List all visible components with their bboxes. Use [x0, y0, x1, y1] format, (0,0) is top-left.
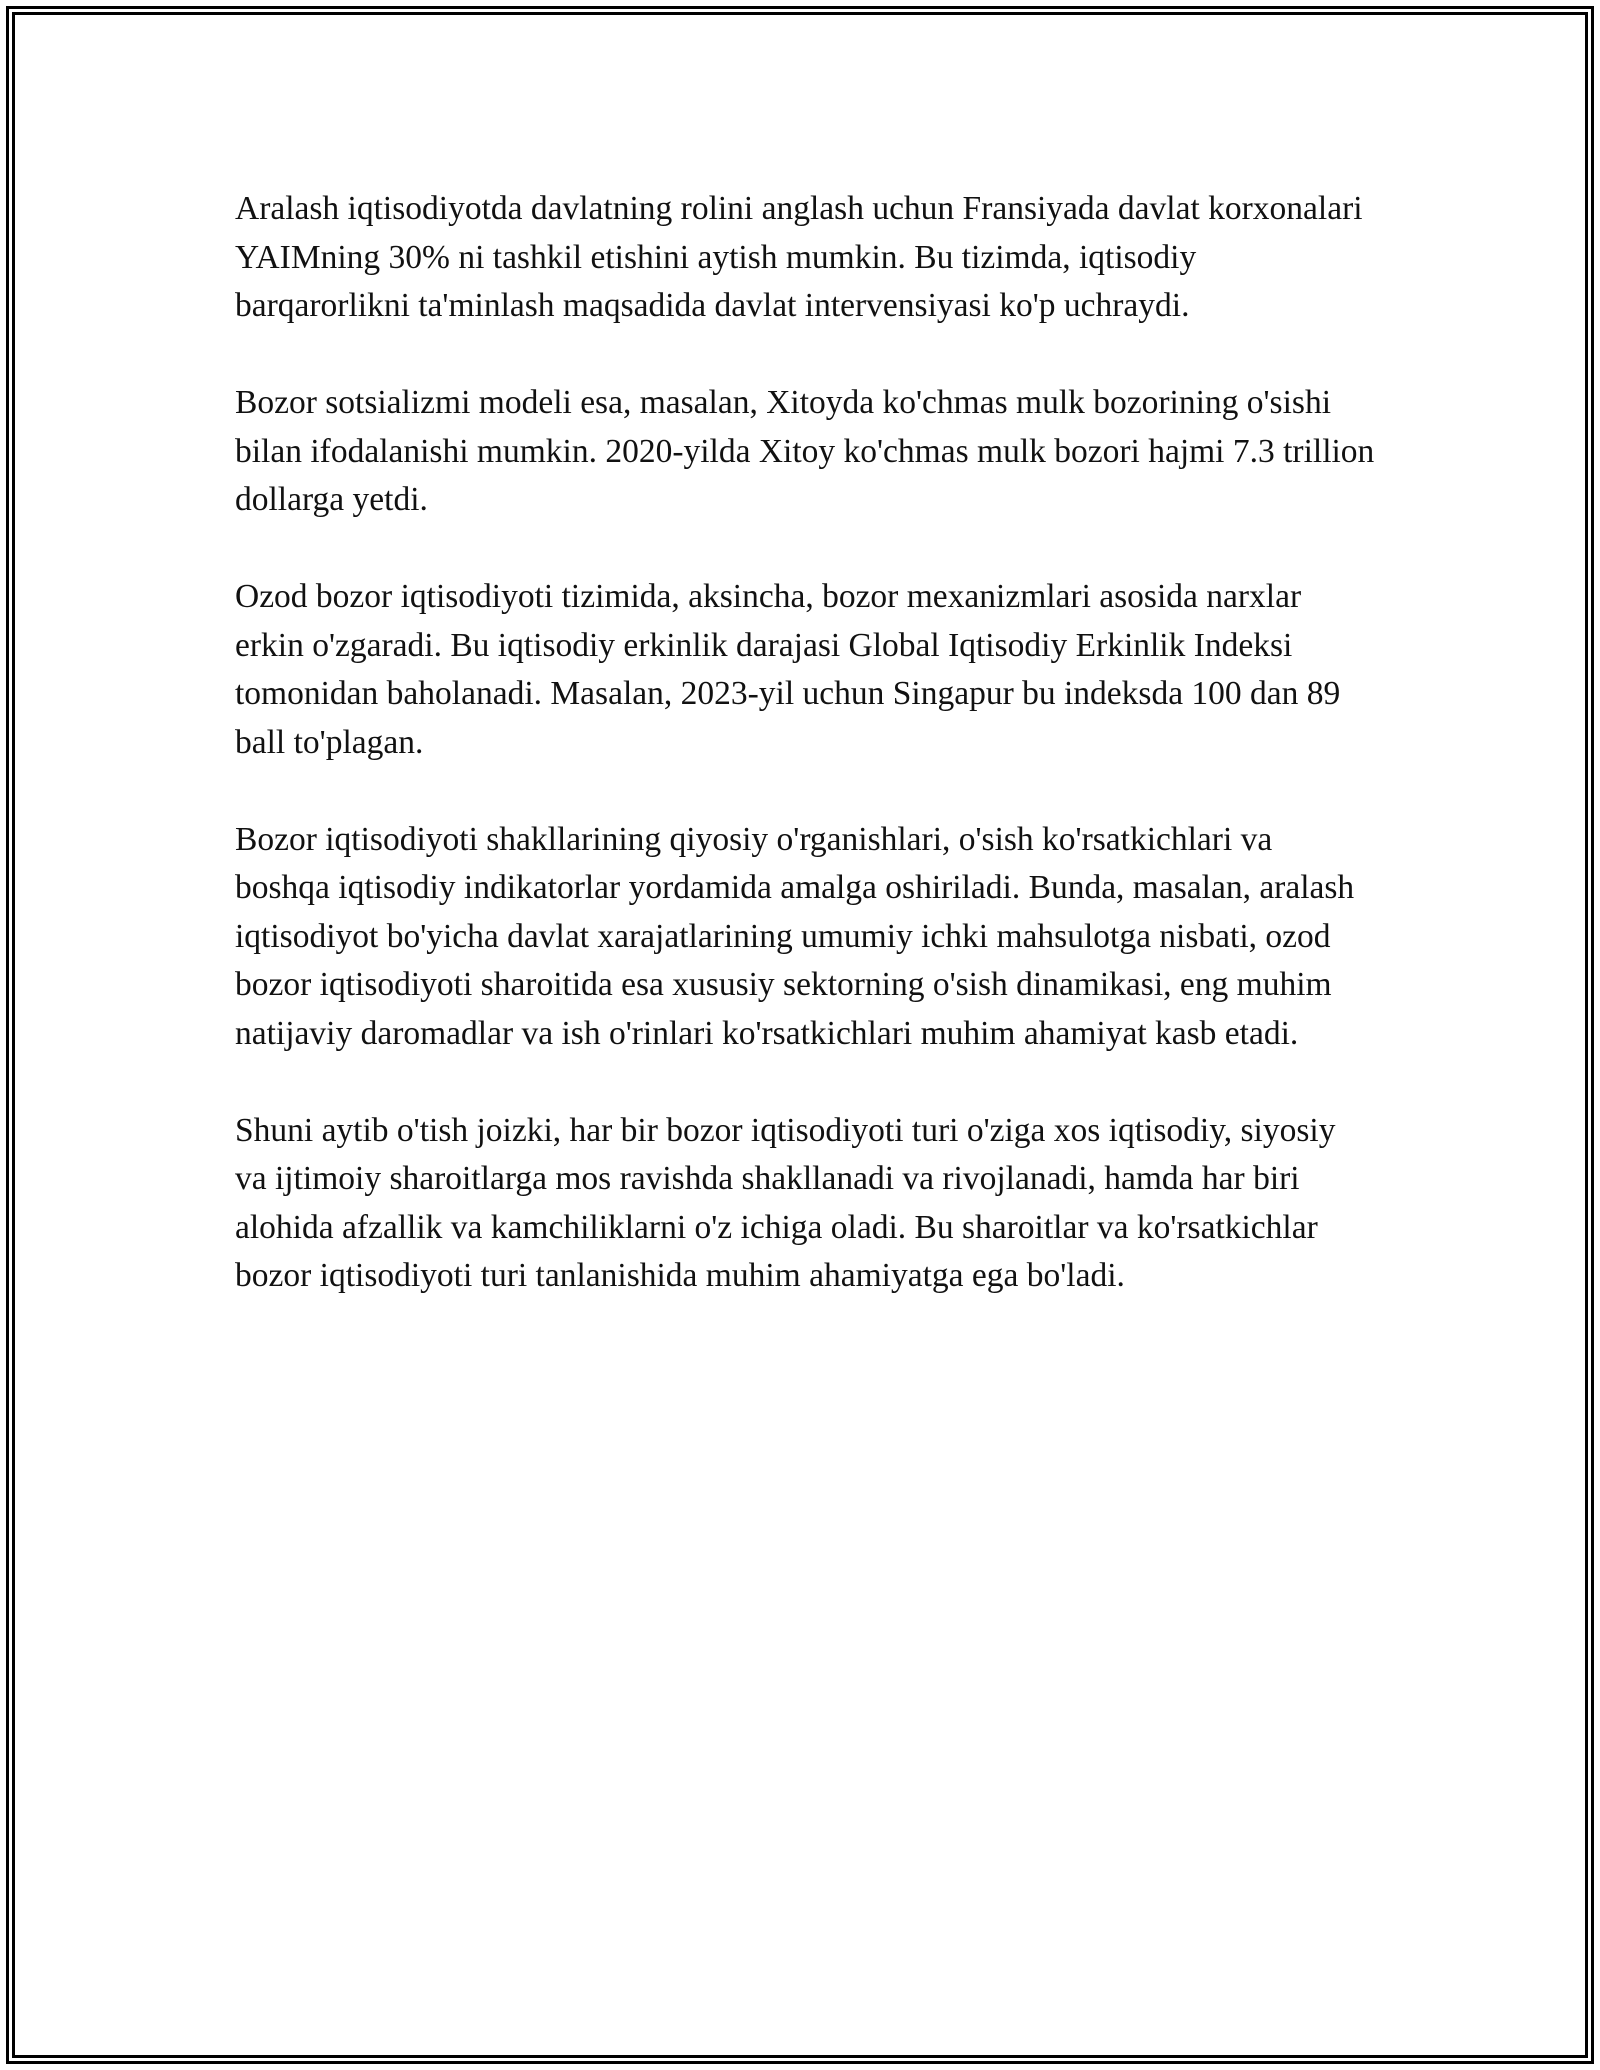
- paragraph-mixed-economy: Aralash iqtisodiyotda davlatning rolini anglash uchun Fransiyada davlat korxonalari YAIMning 30% ni tashkil etishini aytish mumkin. Bu tizimda, iqtisodiy barqarorlikni ta'minlash maqsadida davlat intervensiyasi ko'p uchraydi.: [235, 190, 1363, 324]
- paragraph-comparative-study: Bozor iqtisodiyoti shakllarining qiyosiy o'rganishlari, o'sish ko'rsatkichlari va boshqa iqtisodiy indikatorlar yordamida amalga oshiriladi. Bunda, masalan, aralash iqtisodiyot bo'yicha davlat xarajatlarining umumiy ichki mahsulotga nisbati, ozod bozor iqtisodiyoti sharoitida esa xususiy sektorning o'sish dinamikasi, eng muhim natijaviy daromadlar va ish o'rinlari ko'rsatkichlari muhim ahamiyat kasb etadi.: [235, 820, 1355, 1052]
- paragraph-market-socialism: Bozor sotsializmi modeli esa, masalan, Xitoyda ko'chmas mulk bozorining o'sishi bilan ifodalanishi mumkin. 2020-yilda Xitoy ko'chmas mulk bozori hajmi 7.3 trillion dollarga yetdi.: [235, 384, 1375, 518]
- paragraph-conclusion: Shuni aytib o'tish joizki, har bir bozor iqtisodiyoti turi o'ziga xos iqtisodiy, siyosiy va ijtimoiy sharoitlarga mos ravishda shakllanadi va rivojlanadi, hamda har biri alohida afzallik va kamchiliklarni o'z ichiga oladi. Bu sharoitlar va ko'rsatkichlar bozor iqtisodiyoti turi tanlanishida muhim ahamiyatga ega bo'ladi.: [235, 1111, 1336, 1294]
- document-body: [235, 185, 1375, 1349]
- paragraph-free-market: Ozod bozor iqtisodiyoti tizimida, aksincha, bozor mexanizmlari asosida narxlar erkin o'zgaradi. Bu iqtisodiy erkinlik darajasi Global Iqtisodiy Erkinlik Indeksi tomonidan baholanadi. Masalan, 2023-yil uchun Singapur bu indeksda 100 dan 89 ball to'plagan.: [235, 578, 1341, 761]
